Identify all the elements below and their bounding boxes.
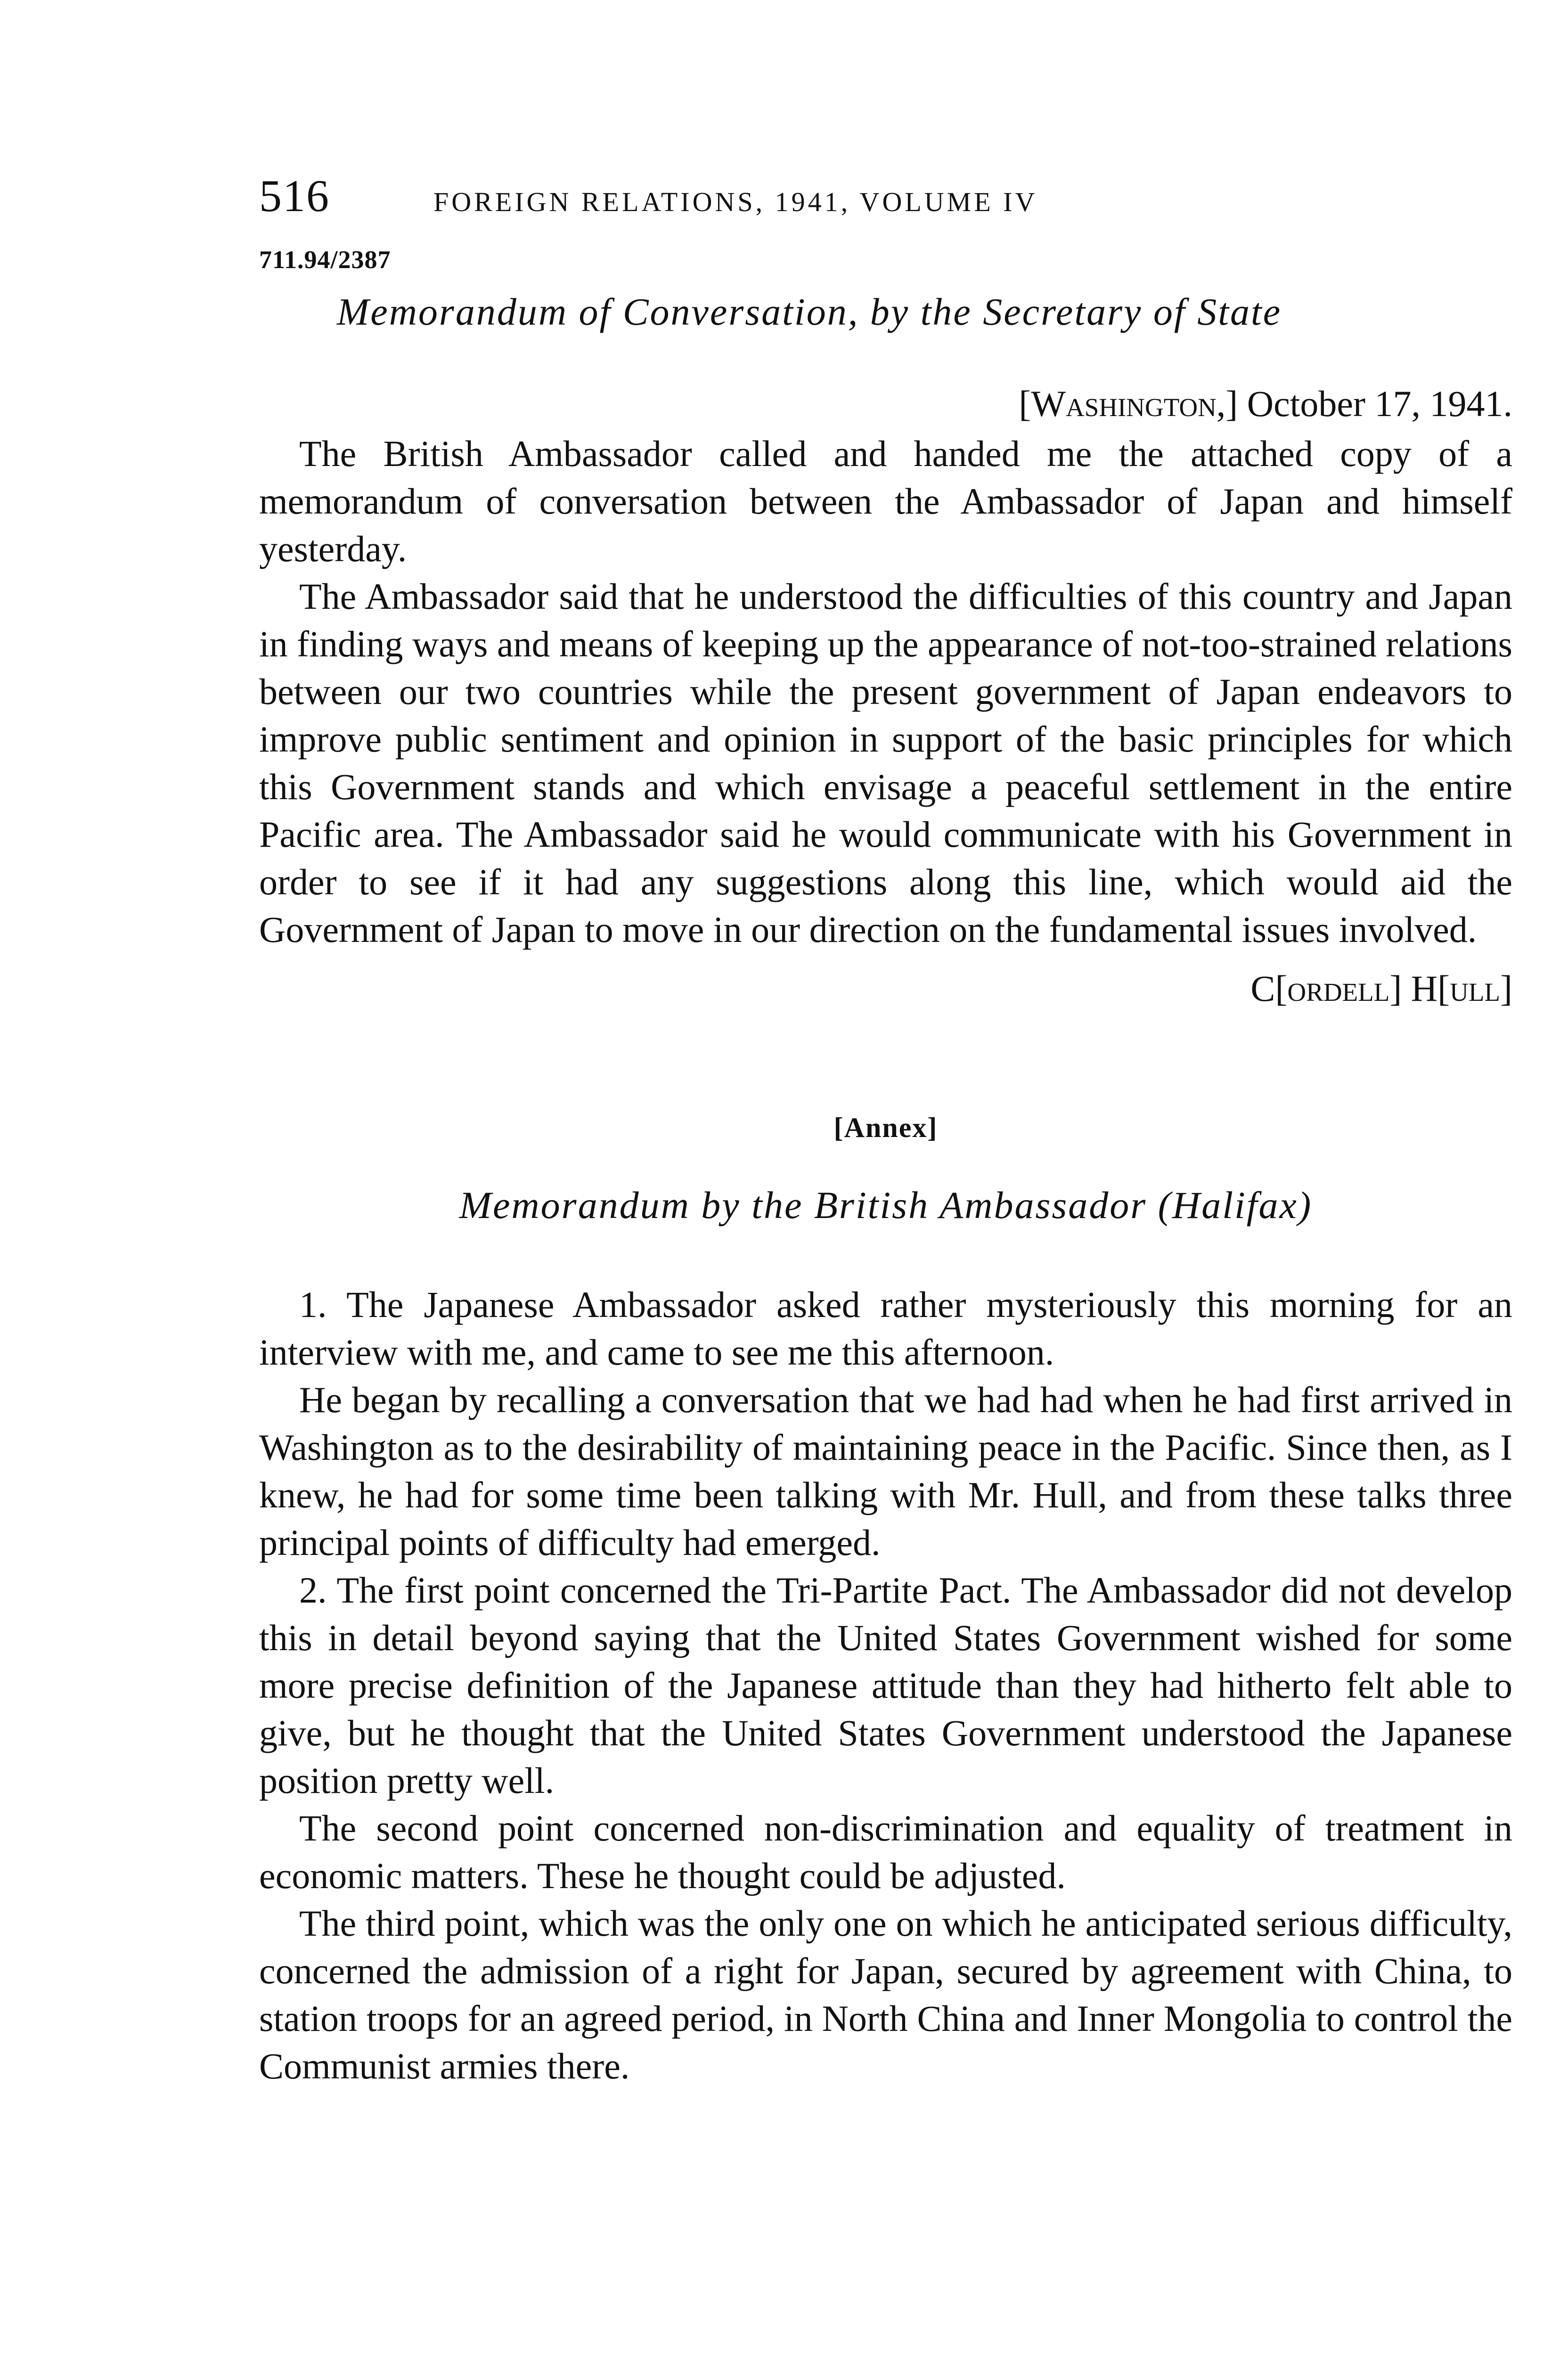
- annex-paragraph: 1. The Japanese Ambassador asked rather mysteriously this morning for an interview with me, and came to see me this afternoon.: [259, 1284, 1512, 1373]
- annex-paragraph: 2. The first point concerned the Tri-Partite Pact. The Ambassador did not develop this in detail beyond saying that the United States Government wished for some more precise definition of the Japanese attitude than they had hitherto felt able to give, but he thought that the United States Government understood the Japanese position pretty well.: [259, 1570, 1512, 1801]
- annex-paragraph: He began by recalling a conversation that we had had when he had first arrived in Washington as to the desirability of maintaining peace in the Pacific. Since then, as I knew, he had for some time been talking with Mr. Hull, and from these talks three principal points of difficulty had emerged.: [259, 1379, 1512, 1563]
- page-header: [259, 170, 1512, 226]
- signature: C[ordell] H[ull]: [1250, 968, 1512, 1009]
- dateline-date: October 17, 1941.: [1247, 383, 1512, 424]
- annex-paragraph: The second point concerned non-discrimination and equality of treatment in economic matters. These he thought could be adjusted.: [259, 1808, 1512, 1896]
- file-number: 711.94/2387: [259, 245, 391, 274]
- document-page: [259, 170, 1512, 2090]
- memo-paragraph: The British Ambassador called and handed me the attached copy of a memorandum of conversation between the Ambassador of Japan and himself yesterday.: [259, 433, 1512, 569]
- dateline: [259, 378, 1512, 430]
- annex-title: Memorandum by the British Ambassador (Halifax): [459, 1184, 1313, 1227]
- annex-label: [Annex]: [833, 1112, 938, 1143]
- memo-paragraph: The Ambassador said that he understood the difficulties of this country and Japan in finding ways and means of keeping up the appearance of not-too-strained relations between our two countries while the present government of Japan endeavors to improve public sentiment and opinion in support of the basic principles for which this Government stands and which envisage a peaceful settlement in the entire Pacific area. The Ambassador said he would communicate with his Government in order to see if it had any suggestions along this line, which would aid the Government of Japan to move in our direction on the fundamental issues involved.: [259, 576, 1512, 950]
- annex-body: [259, 1281, 1512, 2090]
- dateline-place: [Washington,]: [1019, 383, 1238, 424]
- annex-paragraph: The third point, which was the only one on which he anticipated serious difficulty, concerned the admission of a right for Japan, secured by agreement with China, to station troops for an agreed period, in North China and Inner Mongolia to control the Communist armies there.: [259, 1903, 1512, 2086]
- running-head: FOREIGN RELATIONS, 1941, VOLUME IV: [433, 187, 1038, 217]
- page-number: 516: [259, 171, 330, 221]
- memo-title: Memorandum of Conversation, by the Secretary of State: [337, 290, 1282, 333]
